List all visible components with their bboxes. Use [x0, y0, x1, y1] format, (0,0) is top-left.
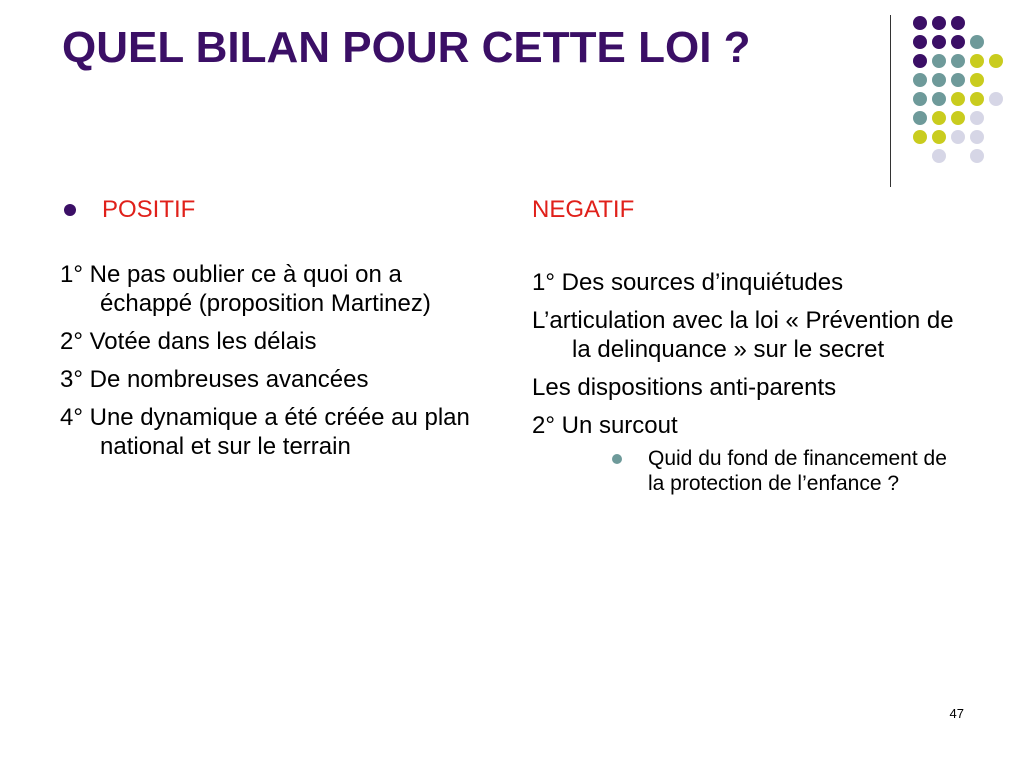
positif-column [60, 190, 500, 461]
decor-dot [932, 35, 946, 49]
decor-dot [913, 111, 927, 125]
negatif-list [532, 268, 962, 496]
negatif-item: L’articulation avec la loi « Prévention de la delinquance » sur le secret [532, 307, 954, 363]
decor-dot [970, 73, 984, 87]
positif-heading-label: POSITIF [102, 196, 196, 223]
decor-dot [932, 73, 946, 87]
decor-dot [932, 130, 946, 144]
positif-list [60, 260, 500, 461]
heading-bullet-icon [64, 204, 76, 216]
slide-title: QUEL BILAN POUR CETTE LOI ? [62, 23, 751, 72]
decor-dot [970, 149, 984, 163]
decor-dot [970, 130, 984, 144]
decor-dot [951, 111, 965, 125]
negatif-sub-item [572, 446, 962, 496]
negatif-heading: NEGATIF [532, 196, 635, 223]
positif-item: 1° Ne pas oublier ce à quoi on a échappé (proposition Martinez) [60, 261, 431, 317]
decor-dot [913, 130, 927, 144]
positif-heading [60, 190, 500, 230]
negatif-sub-list [572, 446, 962, 496]
decor-dot [913, 73, 927, 87]
decor-dot [932, 92, 946, 106]
positif-item: 3° De nombreuses avancées [60, 366, 369, 393]
negatif-sub-item-label: Quid du fond de financement de la protection de l’enfance ? [648, 447, 947, 495]
decor-dot [989, 54, 1003, 68]
positif-item: 4° Une dynamique a été créée au plan national et sur le terrain [60, 404, 470, 460]
decor-dot [913, 16, 927, 30]
negatif-item [532, 411, 962, 496]
decor-dot [989, 92, 1003, 106]
decor-dot [913, 54, 927, 68]
decor-dot [932, 16, 946, 30]
decor-dot [951, 16, 965, 30]
decor-dot [951, 73, 965, 87]
negatif-item-label: 2° Un surcout [532, 412, 678, 439]
decor-dot [932, 149, 946, 163]
negatif-item: Les dispositions anti-parents [532, 374, 837, 401]
decor-dot [932, 54, 946, 68]
title-divider [890, 15, 891, 187]
decor-dot [951, 130, 965, 144]
decor-dot [913, 35, 927, 49]
decor-dot [951, 92, 965, 106]
decor-dot [970, 35, 984, 49]
decor-dot [970, 54, 984, 68]
page-number: 47 [949, 706, 964, 721]
decor-dot [951, 54, 965, 68]
negatif-column [532, 190, 962, 496]
decor-dot [932, 111, 946, 125]
sub-bullet-icon [612, 454, 622, 464]
decor-dot [913, 92, 927, 106]
negatif-item: 1° Des sources d’inquiétudes [532, 269, 844, 296]
decor-dot [970, 111, 984, 125]
decor-dot [951, 35, 965, 49]
decor-dot [970, 92, 984, 106]
positif-item: 2° Votée dans les délais [60, 328, 317, 355]
